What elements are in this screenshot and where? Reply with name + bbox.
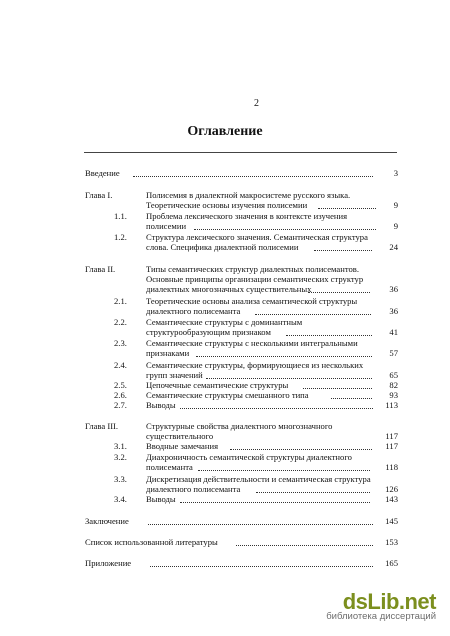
section-2-6-title[interactable]: Семантические структуры смешанного типа (146, 390, 309, 400)
section-2-7-title[interactable]: Выводы (146, 400, 176, 410)
section-2-3-title-line2[interactable]: признаками (146, 348, 190, 358)
chapter-3-label: Глава III. (85, 421, 119, 431)
section-3-3-page: 126 (385, 484, 398, 494)
toc-appendix-label[interactable]: Приложение (85, 558, 132, 568)
toc-appendix-page: 165 (385, 558, 398, 568)
section-2-2-page: 41 (389, 327, 398, 337)
section-2-2-title-line1[interactable]: Семантические структуры с доминантным (146, 317, 303, 327)
dot-leader (150, 565, 373, 567)
section-2-5-page: 82 (389, 380, 398, 390)
page-title: Оглавление (187, 124, 263, 139)
section-2-1-number: 2.1. (114, 296, 127, 306)
section-3-2-page: 118 (385, 462, 398, 472)
section-2-4-page: 65 (389, 370, 398, 380)
section-2-3-number: 2.3. (114, 338, 127, 348)
dot-leader (230, 448, 372, 450)
dot-leader (180, 501, 370, 503)
section-3-1-page: 117 (385, 441, 398, 451)
dot-leader (206, 377, 372, 379)
dot-leader (148, 523, 373, 525)
section-3-1-title[interactable]: Вводные замечания (146, 441, 219, 451)
section-1-1-page: 9 (393, 221, 398, 231)
page-number: 2 (254, 98, 259, 109)
section-1-2-title-line1[interactable]: Структура лексического значения. Семантическая структура (146, 232, 368, 242)
section-1-2-number: 1.2. (114, 232, 127, 242)
section-3-4-title[interactable]: Выводы (146, 494, 176, 504)
dot-leader (194, 228, 376, 230)
section-3-2-title-line1[interactable]: Диахроничность семантической структуры диалектного (146, 452, 352, 462)
chapter-3-page: 117 (385, 431, 398, 441)
chapter-1-title-line2[interactable]: Теоретические основы изучения полисемии (146, 200, 308, 210)
dot-leader (256, 491, 370, 493)
dot-leader (196, 355, 372, 357)
chapter-2-label: Глава II. (85, 264, 116, 274)
section-2-4-title-line1[interactable]: Семантические структуры, формирующиеся из нескольких (146, 360, 364, 370)
chapter-1-page: 9 (393, 200, 398, 210)
toc-literature-label[interactable]: Список использованной литературы (85, 537, 218, 547)
section-2-1-title-line1[interactable]: Теоретические основы анализа семантической структуры (146, 296, 358, 306)
dot-leader (198, 469, 370, 471)
section-2-7-number: 2.7. (114, 400, 127, 410)
section-3-3-title-line2[interactable]: диалектного полисеманта (146, 484, 241, 494)
chapter-2-title-line1[interactable]: Типы семантических структур диалектных полисемантов. (146, 264, 359, 274)
section-2-7-page: 113 (385, 400, 398, 410)
dot-leader (331, 397, 372, 399)
dot-leader (180, 407, 373, 409)
section-2-3-title-line1[interactable]: Семантические структуры с несколькими интегральными (146, 338, 358, 348)
toc-conclusion-label[interactable]: Заключение (85, 516, 129, 526)
chapter-3-title-line1[interactable]: Структурные свойства диалектного многозначного (146, 421, 333, 431)
section-2-1-title-line2[interactable]: диалектного полисеманта (146, 306, 241, 316)
dot-leader (286, 334, 372, 336)
section-1-1-title-line1[interactable]: Проблема лексического значения в контексте изучения (146, 211, 348, 221)
chapter-2-title-line2[interactable]: Основные принципы организации семантических структур (146, 274, 364, 284)
dslib-watermark[interactable] (326, 589, 436, 622)
dot-leader (255, 313, 371, 315)
section-3-2-title-line2[interactable]: полисеманта (146, 462, 193, 472)
chapter-1-title-line1[interactable]: Полисемия в диалектной макросистеме русского языка. (146, 190, 351, 200)
section-1-1-number: 1.1. (114, 211, 127, 221)
section-2-2-number: 2.2. (114, 317, 127, 327)
toc-conclusion-page: 145 (385, 516, 398, 526)
dot-leader (133, 175, 373, 177)
section-2-6-number: 2.6. (114, 390, 127, 400)
section-2-1-page: 36 (389, 306, 398, 316)
chapter-2-title-line3[interactable]: диалектных многозначных существительных (146, 284, 312, 294)
dot-leader (314, 249, 372, 251)
section-2-5-title[interactable]: Цепочечные семантические структуры (146, 380, 289, 390)
toc-intro-page: 3 (393, 168, 398, 178)
section-2-4-title-line2[interactable]: групп значений (146, 370, 203, 380)
chapter-2-page: 36 (389, 284, 398, 294)
section-2-2-title-line2[interactable]: структурообразующим признаком (146, 327, 271, 337)
chapter-1-label: Глава I. (85, 190, 113, 200)
section-3-2-number: 3.2. (114, 452, 127, 462)
section-2-3-page: 57 (389, 348, 398, 358)
chapter-3-title-line2[interactable]: существительного (146, 431, 214, 441)
toc-literature-page: 153 (385, 537, 398, 547)
section-3-4-page: 143 (385, 494, 398, 504)
dot-leader (303, 387, 372, 389)
section-2-4-number: 2.4. (114, 360, 127, 370)
dot-leader (308, 291, 370, 293)
section-3-3-title-line1[interactable]: Дискретизация действительности и семантическая структура (146, 474, 371, 484)
section-1-2-page: 24 (389, 242, 398, 252)
toc-intro-label[interactable]: Введение (85, 168, 120, 178)
section-3-3-number: 3.3. (114, 474, 127, 484)
dot-leader (236, 544, 373, 546)
section-1-2-title-line2[interactable]: слова. Специфика диалектной полисемии (146, 242, 299, 252)
watermark-brand: dsLib.net (342, 589, 436, 614)
section-2-6-page: 93 (389, 390, 398, 400)
section-3-4-number: 3.4. (114, 494, 127, 504)
section-1-1-title-line2[interactable]: полисемии (146, 221, 187, 231)
watermark-caption: библиотека диссертаций (326, 611, 436, 622)
section-2-5-number: 2.5. (114, 380, 127, 390)
section-3-1-number: 3.1. (114, 441, 127, 451)
